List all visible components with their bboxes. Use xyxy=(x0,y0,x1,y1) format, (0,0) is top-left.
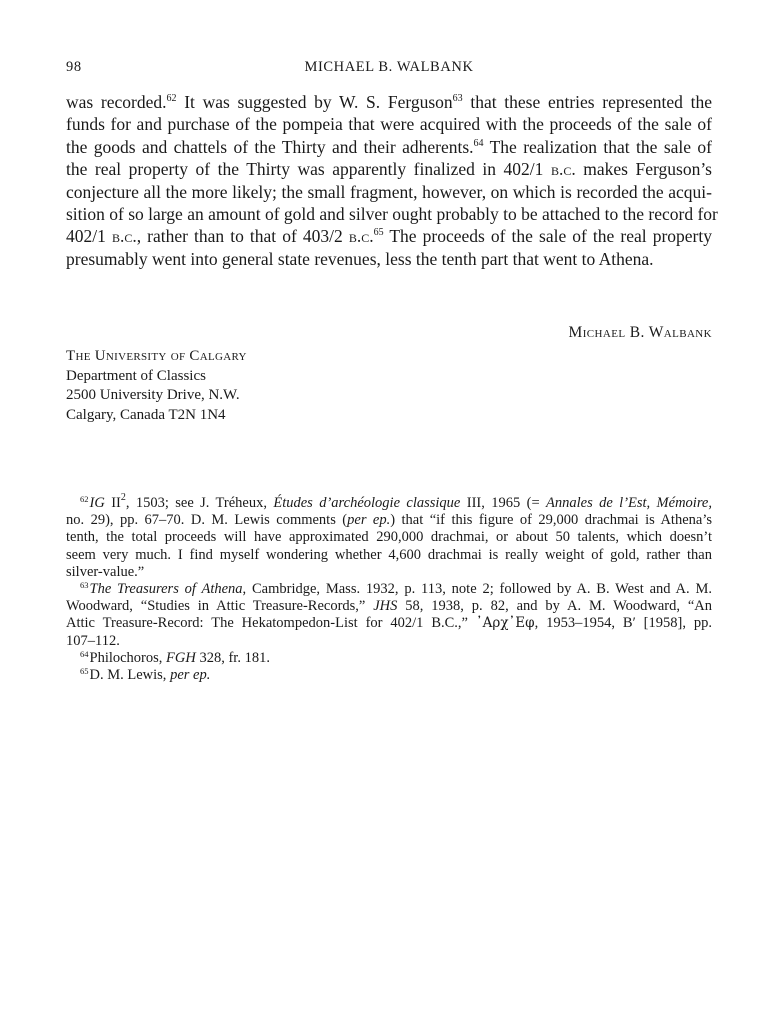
body-line xyxy=(66,248,712,270)
body-line xyxy=(66,203,718,225)
affiliation-street: 2500 University Drive, N.W. xyxy=(66,387,240,403)
footnote-line xyxy=(66,650,712,667)
text-run: tenth, the total proceeds will have approximated 290,000 drachmai, or about 50 talents, which doesn’t xyxy=(66,529,712,546)
affiliation-city: Calgary, Canada T2N 1N4 xyxy=(66,406,226,423)
text-run: The realization that the sale of xyxy=(483,136,712,157)
footnote-line xyxy=(66,512,712,529)
affiliation-institution: The University of Calgary xyxy=(66,348,247,364)
footnote-line xyxy=(66,564,712,581)
footnote-reference: 62 xyxy=(166,93,177,104)
small-caps-text: b.c. xyxy=(111,226,137,247)
footnote-line xyxy=(66,547,712,564)
text-run: no. 29), pp. 67–70. D. M. Lewis comments ( xyxy=(66,512,348,529)
footnote-line xyxy=(66,529,712,546)
text-run: seem very much. I find myself wondering whether 4,600 drachmai is really weight of gold, rather than xyxy=(66,546,712,563)
body-paragraph xyxy=(66,91,718,270)
footnote-reference: 63 xyxy=(452,93,463,104)
footnote-reference: 2 xyxy=(120,492,126,503)
text-run: funds for and purchase of the pompeia that were acquired with the proceeds of the sale of xyxy=(66,114,712,135)
footnote-line xyxy=(66,667,712,684)
text-run: sition of so large an amount of gold and silver ought probably to be attached to the record for xyxy=(66,204,718,225)
body-line xyxy=(66,113,712,135)
body-line xyxy=(66,158,712,180)
text-run: presumably went into general state revenues, less the tenth part that went to Athena. xyxy=(66,248,654,269)
text-run: 402/1 xyxy=(66,226,112,247)
text-run: Philochoros, xyxy=(89,649,167,666)
author-affiliation xyxy=(66,347,247,425)
text-run: makes Ferguson’s xyxy=(575,159,712,180)
text-run: , 1953–1954, B′ [1958], pp. xyxy=(534,615,712,632)
footnote-62 xyxy=(66,492,713,581)
body-line xyxy=(66,136,712,158)
text-run: that these entries represented the xyxy=(462,92,712,112)
text-run: conjecture all the more likely; the small fragment, however, on which is recorded the acqui- xyxy=(66,181,712,202)
footnote-64 xyxy=(66,650,712,667)
body-line xyxy=(66,181,712,203)
text-run: ) that “if this figure of 29,000 drachmai is Athena’s xyxy=(390,512,713,529)
affiliation-department: Department of Classics xyxy=(66,367,206,384)
italic-text: JHS xyxy=(373,598,398,615)
italic-text: The Treasurers of Athena xyxy=(89,581,243,598)
page-number: 98 xyxy=(66,59,82,75)
text-run: 58, 1938, p. 82, and by A. M. Woodward, “An xyxy=(397,598,713,615)
footnote-line xyxy=(66,581,712,598)
text-run: D. M. Lewis, xyxy=(89,667,171,684)
italic-text: FGH xyxy=(166,649,196,666)
running-title: MICHAEL B. WALBANK xyxy=(304,59,474,75)
text-run: It was suggested by W. S. Ferguson xyxy=(176,92,453,112)
running-head xyxy=(66,59,712,81)
footnote-reference: 65 xyxy=(373,227,384,239)
text-run: Woodward, “Studies in Attic Treasure-Records,” xyxy=(66,598,374,615)
footnote-65 xyxy=(66,667,712,684)
footnote-line xyxy=(66,598,712,615)
footnote-reference: 64 xyxy=(473,137,484,149)
italic-text: IG xyxy=(89,495,105,511)
text-run: , 1503; see J. Tréheux, xyxy=(125,495,274,511)
footnote-number: 63 xyxy=(80,580,89,591)
text-run: 328, fr. 181. xyxy=(195,649,270,666)
body-line xyxy=(66,91,712,113)
text-run: 107–112. xyxy=(66,632,120,649)
italic-text: per ep. xyxy=(170,667,211,684)
text-run: the goods and chattels of the Thirty and their adherents. xyxy=(66,136,474,157)
footnote-line xyxy=(66,633,712,650)
footnote-number: 65 xyxy=(80,666,89,677)
italic-text: Études d’archéologie classique xyxy=(273,495,461,511)
text-run: , rather than to that of 403/2 xyxy=(136,226,349,247)
small-caps-text: b.c. xyxy=(550,159,576,180)
text-run: II xyxy=(104,495,121,511)
footnote-line xyxy=(66,615,712,632)
text-run: Attic Treasure-Record: The Hekatompedon-List for 402/1 B.C.,” xyxy=(66,615,476,632)
text-run: , Cambridge, Mass. 1932, p. 113, note 2; followed by A. B. West and A. M. xyxy=(242,581,712,598)
small-caps-text: b.c. xyxy=(348,226,374,247)
footnotes xyxy=(66,492,713,684)
footnote-number: 64 xyxy=(80,648,89,659)
text-run: was recorded. xyxy=(66,92,167,112)
footnote-line xyxy=(66,492,712,512)
text-run: the real property of the Thirty was apparently finalized in 402/1 xyxy=(66,159,551,180)
footnote-63 xyxy=(66,581,712,650)
greek-text: ᾽Αρχ᾽Εφ xyxy=(475,615,535,632)
italic-text: Annales de l’Est, Mémoire, xyxy=(546,495,712,511)
body-line xyxy=(66,225,712,247)
text-run: III, 1965 (= xyxy=(460,495,546,511)
author-signature: Michael B. Walbank xyxy=(568,324,712,341)
text-run: The proceeds of the sale of the real property xyxy=(383,226,712,247)
text-run: silver-value.” xyxy=(66,563,145,580)
italic-text: per ep. xyxy=(347,512,391,529)
footnote-number: 62 xyxy=(80,494,89,504)
